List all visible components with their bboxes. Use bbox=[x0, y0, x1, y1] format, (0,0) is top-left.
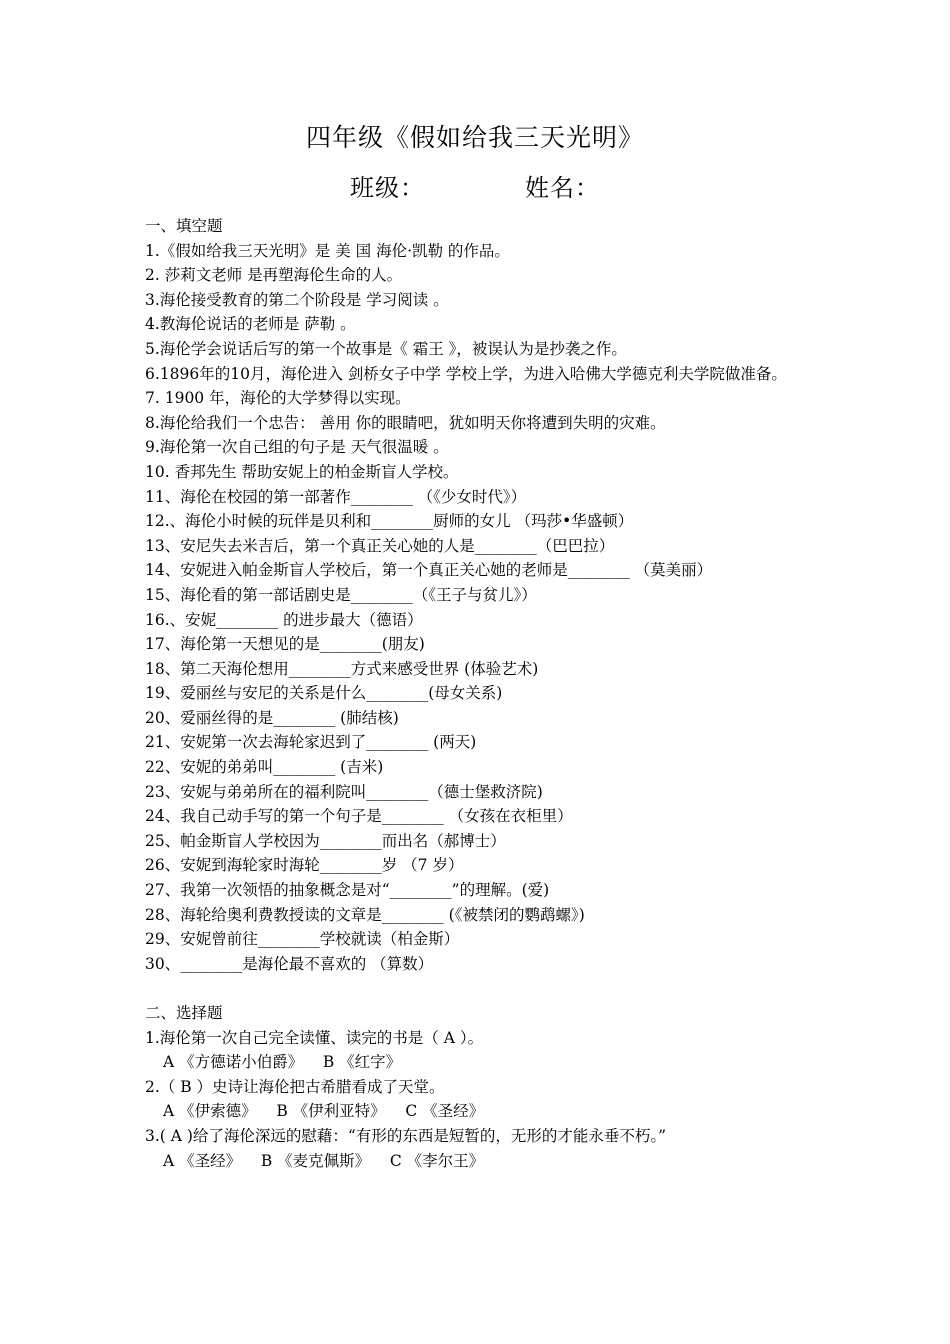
question-line: 21、安妮第一次去海轮家迟到了________ (两天) bbox=[145, 733, 477, 752]
name-label: 姓名： bbox=[525, 174, 600, 202]
class-label: 班级： bbox=[350, 174, 425, 202]
question-line: 28、海轮给奥利费教授读的文章是________ (《被禁闭的鹦鹉螺》) bbox=[145, 905, 585, 924]
question-line: 4.教海伦说话的老师是 萨勒 。 bbox=[145, 315, 356, 334]
question-line: 2. 莎莉文老师 是再塑海伦生命的人。 bbox=[145, 266, 403, 285]
choice-options: A 《伊索德》 B 《伊利亚特》 C 《圣经》 bbox=[163, 1102, 485, 1121]
question-line: 5.海伦学会说话后写的第一个故事是《 霜王 》，被误认为是抄袭之作。 bbox=[145, 339, 627, 358]
choice-question: 3.( A )给了海伦深远的慰藉：“有形的东西是短暂的，无形的才能永垂不朽。” bbox=[145, 1126, 667, 1145]
question-line: 3.海伦接受教育的第二个阶段是 学习阅读 。 bbox=[145, 290, 449, 309]
question-line: 16.、安妮________ 的进步最大（德语） bbox=[145, 610, 423, 629]
choice-question: 2.（ B ）史诗让海伦把古希腊看成了天堂。 bbox=[145, 1077, 445, 1096]
question-line: 12.、海伦小时候的玩伴是贝利和________厨师的女儿 （玛莎•华盛顿） bbox=[145, 512, 634, 531]
question-line: 13、安尼失去米吉后，第一个真正关心她的人是________（巴巴拉） bbox=[145, 536, 615, 555]
question-line: 10. 香邦先生 帮助安妮上的柏金斯盲人学校。 bbox=[145, 462, 459, 481]
question-line: 27、我第一次领悟的抽象概念是对“________”的理解。(爱) bbox=[145, 881, 550, 900]
question-line: 11、海伦在校园的第一部著作________ （《少女时代》） bbox=[145, 487, 527, 506]
question-line: 6.1896年的10月，海伦进入 剑桥女子中学 学校上学，为进入哈佛大学德克利夫学院做准备。 bbox=[145, 364, 787, 383]
worksheet-content bbox=[145, 214, 815, 1173]
choice-question: 1.海伦第一次自己完全读懂、读完的书是（ A ）。 bbox=[145, 1028, 484, 1047]
section-heading-multiple-choice: 二、选择题 bbox=[145, 1004, 223, 1022]
choice-options: A 《方德诺小伯爵》 B 《红字》 bbox=[163, 1053, 402, 1072]
question-line: 20、爱丽丝得的是________ (肺结核) bbox=[145, 708, 399, 727]
student-info-row bbox=[0, 168, 950, 203]
question-line: 22、安妮的弟弟叫________ (吉米) bbox=[145, 758, 384, 777]
question-line: 24、我自己动手写的第一个句子是________ （女孩在衣柜里） bbox=[145, 807, 573, 826]
question-line: 7. 1900 年，海伦的大学梦得以实现。 bbox=[145, 389, 411, 408]
page-title: 四年级《假如给我三天光明》 bbox=[305, 123, 644, 152]
question-line: 23、安妮与弟弟所在的福利院叫________（德士堡救济院) bbox=[145, 782, 543, 801]
question-line: 17、海伦第一天想见的是________(朋友) bbox=[145, 635, 425, 654]
question-line: 29、安妮曾前往________学校就读（柏金斯） bbox=[145, 930, 460, 949]
question-line: 25、帕金斯盲人学校因为________而出名（郝博士） bbox=[145, 831, 506, 850]
question-line: 15、海伦看的第一部话剧史是________（《王子与贫儿》） bbox=[145, 585, 537, 604]
question-line: 18、第二天海伦想用________方式来感受世界 (体验艺术) bbox=[145, 659, 539, 678]
question-line: 8.海伦给我们一个忠告： 善用 你的眼睛吧，犹如明天你将遭到失明的灾难。 bbox=[145, 413, 666, 432]
question-line: 19、爱丽丝与安尼的关系是什么________(母女关系) bbox=[145, 684, 503, 703]
question-line: 30、________是海伦最不喜欢的 （算数） bbox=[145, 954, 434, 973]
question-line: 26、安妮到海轮家时海轮________岁 （7 岁） bbox=[145, 856, 464, 875]
question-line: 9.海伦第一次自己组的句子是 天气很温暖 。 bbox=[145, 438, 449, 457]
section-heading-fill-blank: 一、填空题 bbox=[145, 217, 223, 235]
question-line: 1.《假如给我三天光明》是 美 国 海伦·凯勒 的作品。 bbox=[145, 241, 510, 260]
choice-options: A 《圣经》 B 《麦克佩斯》 C 《李尔王》 bbox=[163, 1151, 485, 1170]
question-line: 14、安妮进入帕金斯盲人学校后，第一个真正关心她的老师是________ （莫美丽） bbox=[145, 561, 713, 580]
